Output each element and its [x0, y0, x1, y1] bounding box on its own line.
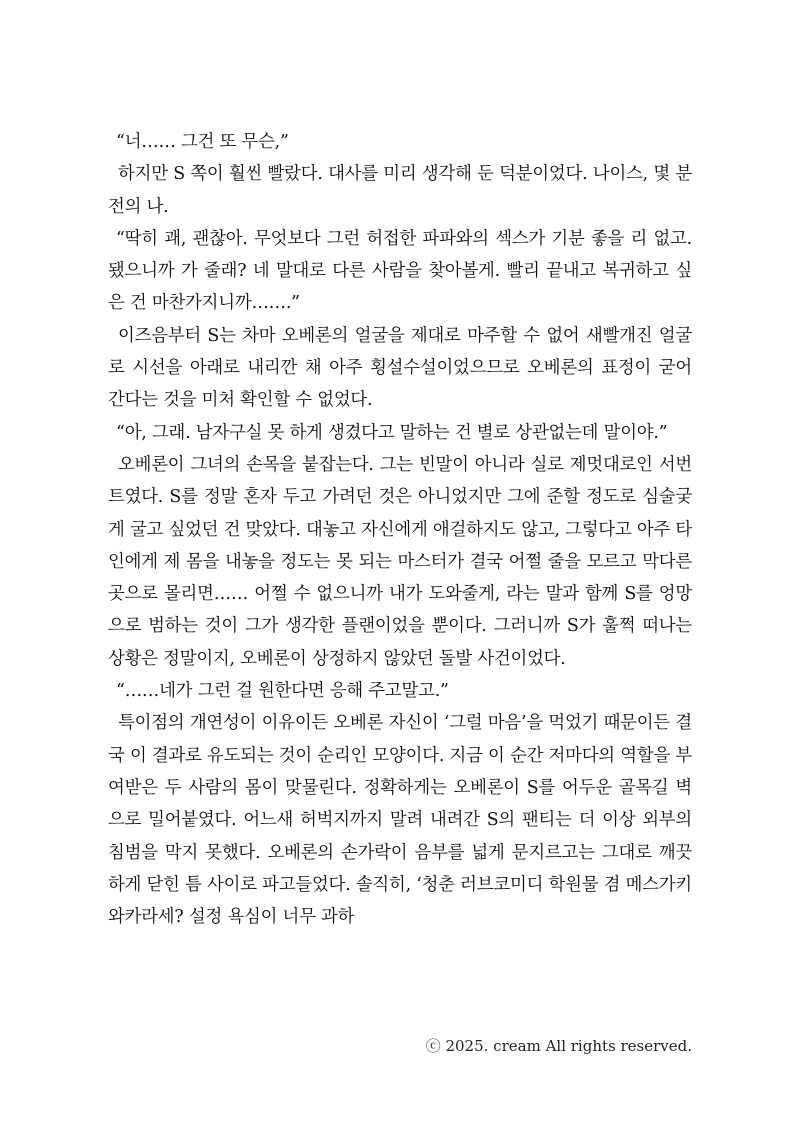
paragraph-dialogue-2: “딱히 괘, 괜찮아. 무엇보다 그런 허접한 파파와의 섹스가 기분 좋을 리 없고. 됐으니까 가 줄래? 네 말대로 다른 사람을 찾아볼게. 빨리 끝내고 복귀하고 싶은 건 마찬가지니까…….” — [108, 228, 692, 314]
copyright-notice: ⓒ 2025. cream All rights reserved. — [425, 1037, 692, 1055]
paragraph-narration-2: 이즈음부터 S는 차마 오베론의 얼굴을 제대로 마주할 수 없어 새빨개진 얼굴로 시선을 아래로 내리깐 채 아주 횡설수설이었으므로 오베론의 표정이 굳어 간다는 것을 미처 확인할 수 없었다. — [108, 325, 692, 411]
paragraph-narration-1: 하지만 S 쪽이 훨씬 빨랐다. 대사를 미리 생각해 둔 덕분이었다. 나이스, 몇 분 전의 나. — [108, 164, 692, 217]
paragraph-dialogue-1: “너…… 그건 또 무슨,” — [116, 132, 289, 152]
paragraph-narration-3: 오베론이 그녀의 손목을 붙잡는다. 그는 빈말이 아니라 실로 제멋대로인 서번트였다. S를 정말 혼자 두고 가려던 것은 아니었지만 그에 준할 정도로 심술궂게 굴고 싶었던 건 맞았다. 대놓고 자신에게 애걸하지도 않고, 그렇다고 아주 타인에게 제 몸을 내놓을 정도는 못 되는 마스터가 결국 어쩔 줄을 모르고 막다른 곳으로 몰리면…… 어쩔 수 없으니까 내가 도와줄게, 라는 말과 함께 S를 엉망으로 범하는 것이 그가 생각한 플랜이었을 뿐이다. 그러니까 S가 훌쩍 떠나는 상황은 정말이지, 오베론이 상정하지 않았던 돌발 사건이었다. — [108, 454, 692, 669]
paragraph-dialogue-3: “아, 그래. 남자구실 못 하게 생겼다고 말하는 건 별로 상관없는데 말이야.” — [116, 422, 668, 443]
body-text — [108, 126, 692, 933]
paragraph-narration-4: 특이점의 개연성이 이유이든 오베론 자신이 ‘그럴 마음’을 먹었기 때문이든 결국 이 결과로 유도되는 것이 순리인 모양이다. 지금 이 순간 저마다의 역할을 부여받은 두 사람의 몸이 맞물린다. 정확하게는 오베론이 S를 어두운 골목길 벽으로 밀어붙였다. 어느새 허벅지까지 말려 내려간 S의 팬티는 더 이상 외부의 침범을 막지 못했다. 오베론의 손가락이 음부를 넓게 문지르고는 그대로 깨끗하게 닫힌 틈 사이로 파고들었다. 솔직히, ‘청춘 러브코미디 학원물 겸 메스가키 와카라세? 설정 욕심이 너무 과하 — [108, 713, 692, 928]
paragraph-dialogue-4: “……네가 그런 걸 원한다면 응해 주고말고.” — [116, 681, 449, 702]
